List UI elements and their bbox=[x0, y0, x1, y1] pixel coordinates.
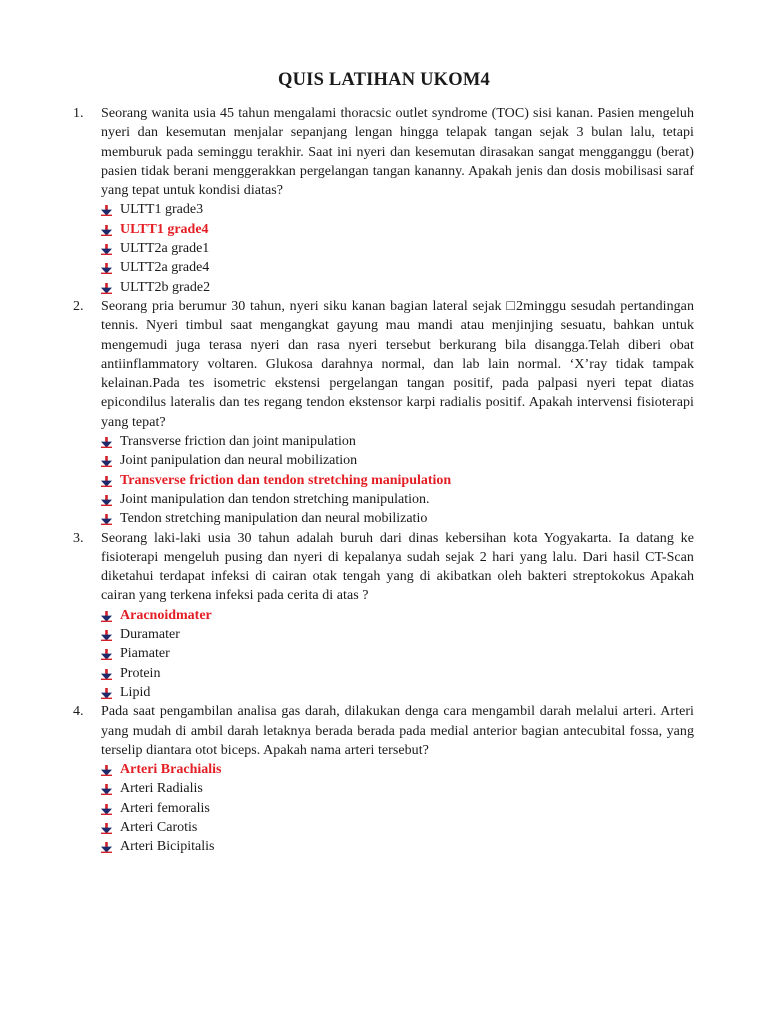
question-text: Seorang pria berumur 30 tahun, nyeri siku kanan bagian lateral sejak □2minggu sesudah pertandingan tennis. Nyeri timbul saat mengangkat gayung mau mandi atau menjinjing sesuatu, bahkan untuk mengemudi juga terasa nyeri dan rasa nyeri tersebut berkurang bila disangga.Telah diberi obat antiinflammatory voltaren. Glukosa darahnya normal, dan lab lain normal. ‘X’ray tidak tampak kelainan.Pada tes isometric ekstensi pergelangan tangan positif, pada palpasi nyeri tepat diatas epicondilus lateralis dan tes regang tendon ekstensor karpi radialis positif. Apakah intervensi fisioterapi yang tepat? bbox=[101, 298, 694, 430]
arrow-bullet-icon bbox=[101, 263, 112, 274]
option-item bbox=[101, 779, 694, 798]
page-title: QUIS LATIHAN UKOM4 bbox=[278, 70, 490, 90]
option-item bbox=[101, 625, 694, 644]
option-item bbox=[101, 239, 694, 258]
option-label: ULTT1 grade3 bbox=[120, 202, 204, 218]
option-label: ULTT2a grade1 bbox=[120, 241, 210, 257]
arrow-bullet-icon bbox=[101, 688, 112, 699]
arrow-bullet-icon bbox=[101, 842, 112, 853]
option-list bbox=[101, 606, 694, 702]
question-text: Seorang wanita usia 45 tahun mengalami thoracsic outlet syndrome (TOC) sisi kanan. Pasien mengeluh nyeri dan kesemutan menjalar sepanjang lengan hingga telapak tangan sejak 3 bulan lalu, tetapi memburuk pada seminggu terakhir. Saat ini nyeri dan kesemutan dirasakan sangat mengganggu (berat) pasien tidak berani menggerakkan pergelangan tangan kananny. Apakah jenis dan dosis mobilisasi saraf yang tepat untuk kondisi diatas? bbox=[101, 106, 694, 199]
question-2 bbox=[73, 297, 694, 529]
option-label: Transverse friction dan tendon stretching manipulation bbox=[120, 472, 452, 488]
option-item bbox=[101, 220, 694, 239]
option-label: Arteri Radialis bbox=[120, 781, 203, 797]
option-label: Arteri Carotis bbox=[120, 819, 198, 835]
arrow-bullet-icon bbox=[101, 476, 112, 487]
option-label: Duramater bbox=[120, 627, 180, 643]
option-item bbox=[101, 490, 694, 509]
option-label: Protein bbox=[120, 665, 161, 681]
arrow-bullet-icon bbox=[101, 495, 112, 506]
question-4 bbox=[73, 702, 694, 856]
option-label: Joint manipulation dan tendon stretching manipulation. bbox=[120, 491, 430, 507]
arrow-bullet-icon bbox=[101, 611, 112, 622]
option-label: Arteri Brachialis bbox=[120, 762, 222, 778]
option-item bbox=[101, 606, 694, 625]
option-item bbox=[101, 837, 694, 856]
option-item bbox=[101, 683, 694, 702]
option-list bbox=[101, 760, 694, 856]
option-item bbox=[101, 799, 694, 818]
question-number: 4. bbox=[73, 704, 84, 720]
option-label: ULTT2b grade2 bbox=[120, 279, 211, 295]
question-3 bbox=[73, 529, 694, 703]
arrow-bullet-icon bbox=[101, 205, 112, 216]
option-label: Aracnoidmater bbox=[120, 607, 212, 623]
question-text: Pada saat pengambilan analisa gas darah, dilakukan denga cara mengambil darah melalui arteri. Arteri yang mudah di ambil darah letaknya berada berada pada medial anterior bagian antecubital fossa, yang terselip diantara otot biceps. Apakah nama arteri tersebut? bbox=[101, 704, 694, 758]
option-list bbox=[101, 432, 694, 528]
option-label: ULTT1 grade4 bbox=[120, 221, 209, 237]
option-item bbox=[101, 258, 694, 277]
option-item bbox=[101, 451, 694, 470]
arrow-bullet-icon bbox=[101, 456, 112, 467]
option-item bbox=[101, 644, 694, 663]
arrow-bullet-icon bbox=[101, 437, 112, 448]
arrow-bullet-icon bbox=[101, 784, 112, 795]
option-label: Tendon stretching manipulation dan neural mobilizatio bbox=[120, 511, 428, 527]
question-number: 2. bbox=[73, 298, 84, 314]
option-item bbox=[101, 664, 694, 683]
arrow-bullet-icon bbox=[101, 630, 112, 641]
option-item bbox=[101, 760, 694, 779]
arrow-bullet-icon bbox=[101, 669, 112, 680]
question-number: 3. bbox=[73, 530, 84, 546]
option-list bbox=[101, 200, 694, 296]
option-item bbox=[101, 432, 694, 451]
option-label: Joint panipulation dan neural mobilization bbox=[120, 453, 358, 469]
option-item bbox=[101, 818, 694, 837]
arrow-bullet-icon bbox=[101, 804, 112, 815]
arrow-bullet-icon bbox=[101, 649, 112, 660]
arrow-bullet-icon bbox=[101, 514, 112, 525]
option-item bbox=[101, 509, 694, 528]
question-list bbox=[73, 104, 694, 857]
arrow-bullet-icon bbox=[101, 244, 112, 255]
question-number: 1. bbox=[73, 106, 84, 121]
option-label: Lipid bbox=[120, 684, 151, 700]
arrow-bullet-icon bbox=[101, 823, 112, 834]
option-item bbox=[101, 200, 694, 219]
option-item bbox=[101, 278, 694, 297]
question-1 bbox=[73, 104, 694, 297]
arrow-bullet-icon bbox=[101, 225, 112, 236]
option-label: Arteri femoralis bbox=[120, 800, 210, 816]
option-item bbox=[101, 471, 694, 490]
question-text: Seorang laki-laki usia 30 tahun adalah buruh dari dinas kebersihan kota Yogyakarta. Ia datang ke fisioterapi mengeluh pusing dan nyeri di kepalanya sudah sejak 2 hari yang lalu. Dari hasil CT-Scan diketahui terdapat infeksi di cairan otak tengah yang di akibatkan oleh bakteri streptokokus Apakah cairan yang terkena infeksi pada cerita di atas ? bbox=[101, 530, 694, 604]
option-label: Arteri Bicipitalis bbox=[120, 839, 215, 855]
arrow-bullet-icon bbox=[101, 765, 112, 776]
option-label: ULTT2a grade4 bbox=[120, 260, 210, 276]
option-label: Piamater bbox=[120, 646, 170, 662]
option-label: Transverse friction dan joint manipulation bbox=[120, 434, 356, 450]
arrow-bullet-icon bbox=[101, 283, 112, 294]
